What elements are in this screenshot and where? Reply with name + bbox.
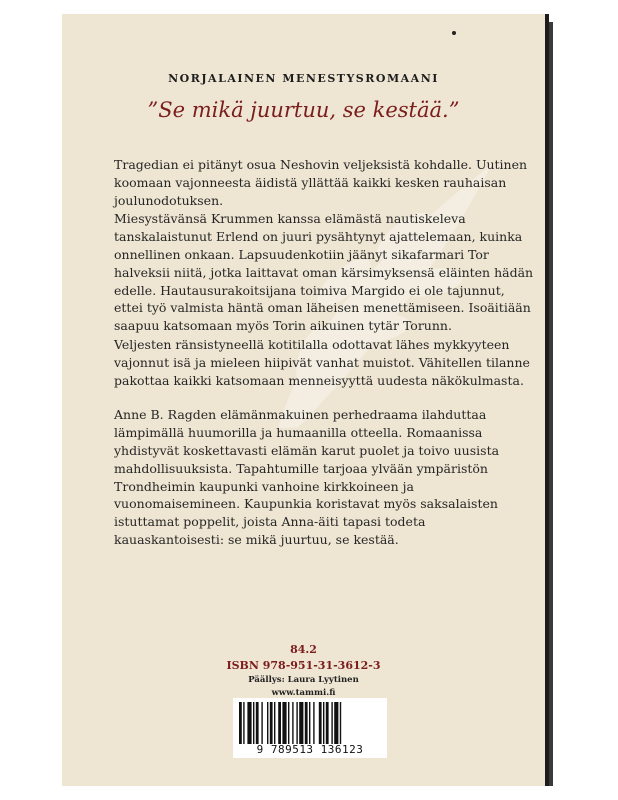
class-code: 84.2 — [290, 643, 317, 656]
publishing-info — [62, 642, 545, 700]
cover-credit: Päällys: Laura Lyytinen — [248, 675, 359, 685]
barcode-bars-icon — [239, 702, 381, 744]
blurb-paragraph-2: Miesystävänsä Krummen kanssa elämästä nautiskeleva tanskalaistunut Erlend on juuri pysähtynyt ajattelemaan, kuinka onnellinen onkaan. Lapsuudenkotiin jäänyt sikafarmari Tor halveksii niitä, jotka laittavat oman kärsimyksensä eläinten hädän edelle. Hautausurakoitsijana toimiva Margido ei ole tajunnut, ettei työ valmista häntä oman läheisen menettämiseen. Isoäitiään saapuu katsomaan myös Torin aikuinen tytär Torunn. — [114, 211, 534, 334]
barcode-number: 9 789513 136123 — [256, 743, 364, 756]
barcode — [233, 698, 387, 758]
ink-dot — [452, 31, 456, 35]
book-back-cover — [62, 14, 549, 786]
blurb-text — [114, 156, 534, 550]
publisher-website: www.tammi.fi — [271, 688, 336, 698]
blurb-paragraph-1: Tragedian ei pitänyt osua Neshovin veljeksistä kohdalle. Uutinen koomaan vajonneesta äidistä yllättää kaikki kesken rauhaisan joulunodotuksen. — [114, 157, 528, 208]
isbn: ISBN 978-951-31-3612-3 — [226, 659, 381, 672]
tagline-quote: ”Se mikä juurtuu, se kestää.” — [147, 98, 460, 122]
blurb-paragraph-4: Anne B. Ragden elämänmakuinen perhedraama ilahduttaa lämpimällä huumorilla ja humaanilla otteella. Romaanissa yhdistyvät koskettavasti elämän karut puolet ja toivo uusista mahdollisuuksista. Tapahtumille tarjoaa ylvään ympäristön Trondheimin kaupunki vanhoine kirkkoineen ja vuonomaisemineen. Kaupunkia koristavat myös saksalaisten istuttamat poppelit, joista Anna-äiti tapasi todeta kauaskantoisesti: se mikä juurtuu, se kestää. — [114, 407, 500, 547]
genre-kicker: NORJALAINEN MENESTYSROMAANI — [168, 72, 439, 85]
blurb-paragraph-3: Veljesten ränsistyneellä kotitilalla odottavat lähes mykkyyteen vajonnut isä ja mieleen hiipivät vanhat muistot. Vähitellen tilanne pakottaa kaikki katsomaan menneisyyttä uudesta näkökulmasta. — [114, 336, 530, 388]
